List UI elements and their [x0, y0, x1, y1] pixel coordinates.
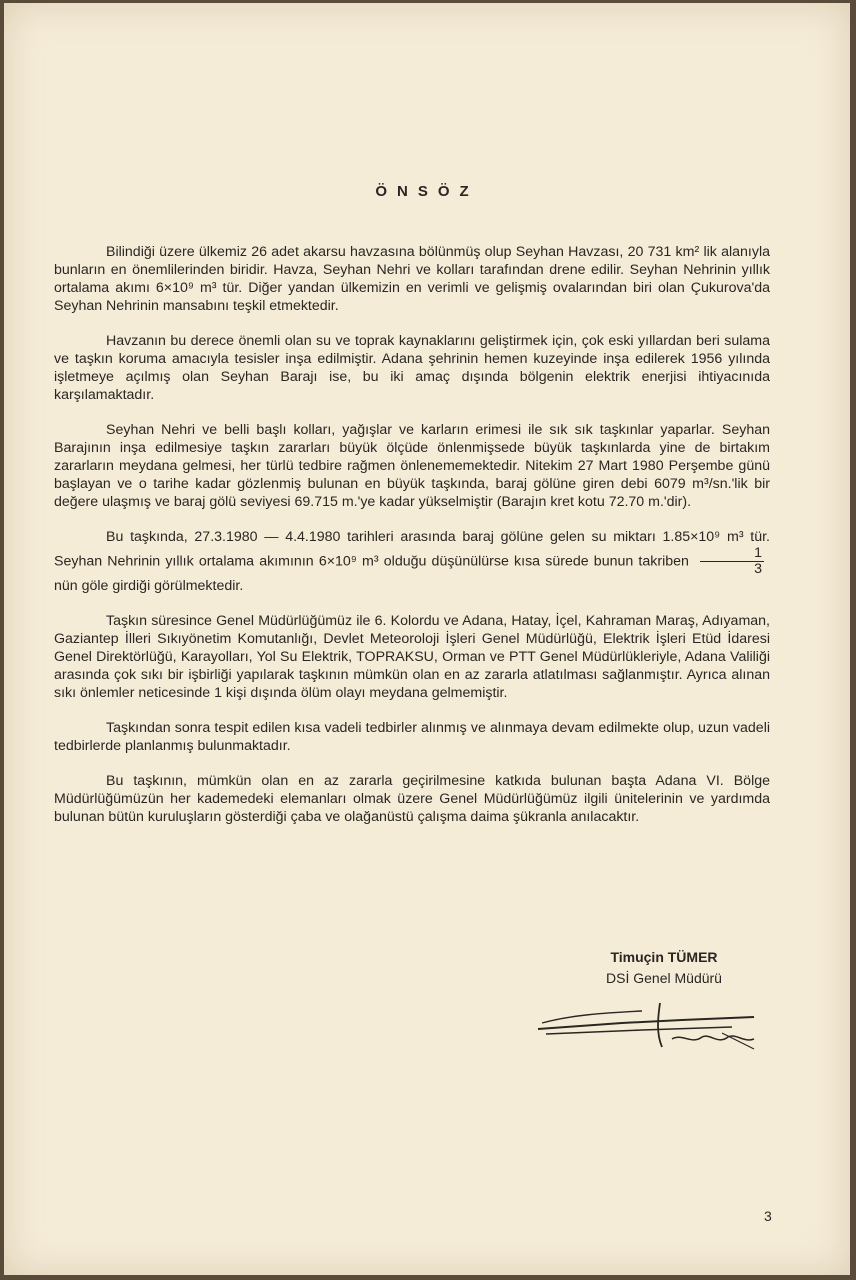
paragraph-6: Taşkından sonra tespit edilen kısa vadeli tedbirler alınmış ve alınmaya devam edilmekte olup, uzun vadeli tedbirlerde planlanmış bulunmaktadır. — [54, 720, 770, 754]
fraction-denominator: 3 — [754, 561, 762, 577]
paragraph-1: Bilindiği üzere ülkemiz 26 adet akarsu havzasına bölünmüş olup Seyhan Havzası, 20 731 km² lik alanıyla bunların en önemlilerinden biridir. Havza, Seyhan Nehri ve kolları tarafından drene edilir. Seyhan Nehrinin yıllık ortalama akımı 6×10⁹ m³ tür. Diğer yandan ülkemizin en verimli ve gelişmiş ovalarından biri olan Çukurova'da Seyhan Nehrinin mansabını teşkil etmektedir. — [54, 244, 770, 314]
paragraph-5: Taşkın süresince Genel Müdürlüğümüz ile 6. Kolordu ve Adana, Hatay, İçel, Kahraman Maraş, Adıyaman, Gaziantep İlleri Sıkıyönetim Komutanlığı, Devlet Meteoroloji İşleri Genel Müdürlüğü, Elektrik İşleri Etüd İdaresi Genel Direktörlüğü, Karayolları, Yol Su Elektrik, TOPRAKSU, Orman ve PTT Genel Müdürlükleriyle, Adana Valiliği arasında çok sıkı bir işbirliği yapılarak taşkının mümkün olan en az zararla atlatılması sağlanmıştır. Ayrıca alınan sıkı önlemler neticesinde 1 kişi dışında ölüm olayı meydana gelmemiştir. — [54, 613, 770, 701]
preface-body — [54, 243, 770, 843]
page-title: ÖNSÖZ — [375, 183, 479, 200]
document-page — [4, 3, 850, 1275]
fraction-numerator: 1 — [700, 546, 764, 562]
signature-block — [584, 947, 744, 989]
flood-text-part1: Bu taşkında, 27.3.1980 — 4.4.1980 tarihleri arasında baraj gölüne gelen su miktarı 1.85×10⁹ m³ tür. Seyhan Nehrinin yıllık ortalama akımının 6×10⁹ m³ olduğu düşünülürse kısa sürede bunun takriben — [54, 529, 770, 570]
paragraph-4 — [54, 528, 770, 595]
paragraph-3: Seyhan Nehri ve belli başlı kolları, yağışlar ve karların erimesi ile sık sık taşkınlar yaparlar. Seyhan Barajının inşa edilmesiye taşkın zararları büyük ölçüde önlenmişsede büyük taşkınlarda yine de birtakım zararların meydana gelmesi, her türlü tedbire rağmen önlenememektedir. Nitekim 27 Mart 1980 Perşembe günü başlayan ve o tarihe kadar gözlenmiş bulunan en büyük taşkında, baraj gölüne giren debi 6079 m³/sn.'lik bir değere ulaşmış ve baraj gölü seviyesi 69.715 m.'ye kadar yükselmiştir (Barajın kret kotu 72.70 m.'dir). — [54, 422, 770, 510]
fraction — [700, 546, 764, 577]
paragraph-7: Bu taşkının, mümkün olan en az zararla geçirilmesine katkıda bulunan başta Adana VI. Bölge Müdürlüğümüzün her kademedeki elemanları olmak üzere Genel Müdürlüğümüz ilgili ünitelerinin ve yardımda bulunan bütün kuruluşların gösterdiği çaba ve olağanüstü çalışma daima şükranla anılacaktır. — [54, 773, 770, 825]
flood-text-part2: nün göle girdiği görülmektedir. — [54, 578, 244, 594]
signatory-name: Timuçin TÜMER — [610, 949, 718, 965]
signatory-role: DSİ Genel Müdürü — [606, 970, 722, 986]
paragraph-2: Havzanın bu derece önemli olan su ve toprak kaynaklarını geliştirmek için, çok eski yıllardan beri sulama ve taşkın koruma amacıyla tesisler inşa edilmiştir. Adana şehrinin hemen kuzeyinde inşa edilerek 1956 yılında işletmeye açılmış olan Seyhan Barajı ise, bu iki amaç dışında bölgenin elektrik enerjisi ihtiyacınıda karşılamaktadır. — [54, 333, 770, 403]
handwritten-signature — [532, 993, 764, 1063]
page-number: 3 — [764, 1208, 772, 1224]
